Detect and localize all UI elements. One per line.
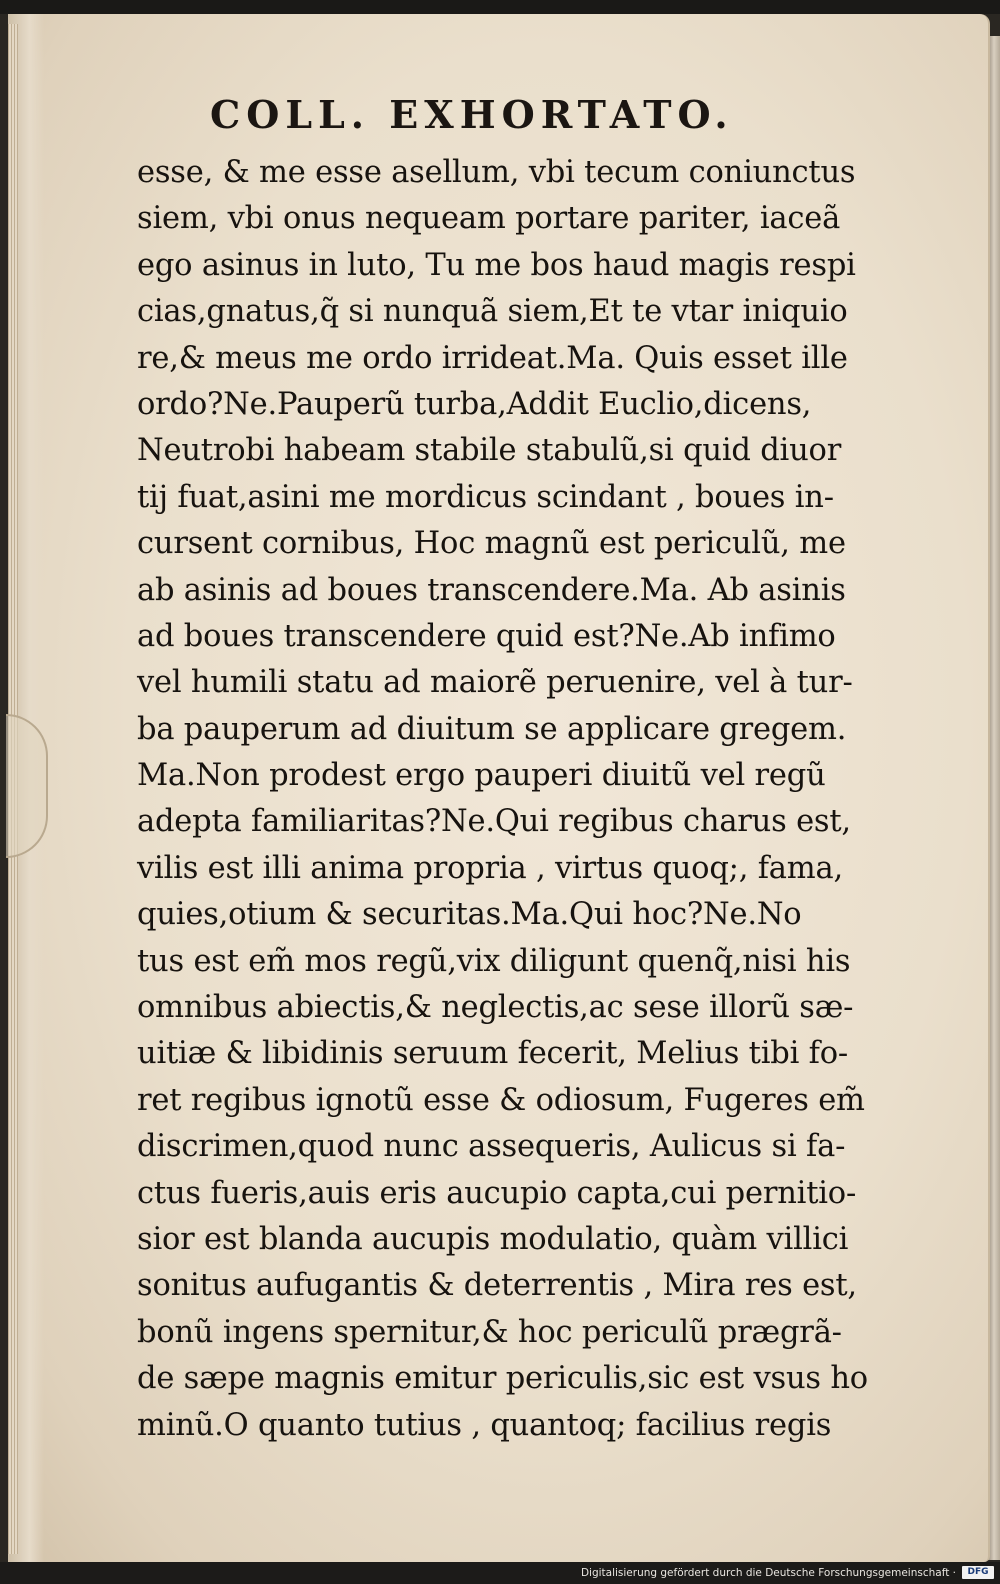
digitization-credit: Digitalisierung gefördert durch die Deutsche Forschungsgemeinschaft · — [580, 1567, 956, 1579]
running-title: COLL. EXHORTATO. — [210, 92, 734, 137]
text-line: ctus fueris,auis eris aucupio capta,cui pernitio- — [137, 1175, 857, 1211]
text-line: quies,otium & securitas.Ma.Qui hoc?Ne.No — [137, 897, 802, 933]
text-line: omnibus abiectis,& neglectis,ac sese illorũ sæ- — [137, 990, 854, 1026]
text-line: tus est em̃ mos regũ,vix diligunt quenq̃,nisi his — [137, 943, 851, 979]
text-line: tij fuat,asini me mordicus scindant , boues in- — [137, 479, 834, 515]
dfg-logo: DFG — [962, 1566, 994, 1579]
text-line: ba pauperum ad diuitum se applicare gregem. — [137, 711, 847, 747]
text-line: vilis est illi anima propria , virtus quoq;, fama, — [137, 850, 843, 886]
text-line: re,& meus me ordo irrideat.Ma. Quis esset ille — [137, 340, 848, 376]
page-tab-mark — [6, 714, 48, 858]
text-line: Ma.Non prodest ergo pauperi diuitũ vel regũ — [137, 758, 826, 794]
text-line: esse, & me esse asellum, vbi tecum coniunctus — [137, 155, 856, 190]
text-line: de sæpe magnis emitur periculis,sic est vsus ho — [137, 1361, 868, 1397]
text-line: siem, vbi onus nequeam portare pariter, iaceã — [137, 201, 841, 237]
text-line: ret regibus ignotũ esse & odiosum, Fugeres em̃ — [137, 1082, 865, 1118]
text-line: sior est blanda aucupis modulatio, quàm villici — [137, 1221, 849, 1257]
text-line: uitiæ & libidinis seruum fecerit, Melius tibi fo- — [137, 1036, 848, 1072]
text-line: discrimen,quod nunc assequeris, Aulicus si fa- — [137, 1129, 846, 1165]
text-line: vel humili statu ad maiorẽ peruenire, vel à tur- — [137, 665, 853, 701]
text-line: cursent cornibus, Hoc magnũ est periculũ, me — [137, 526, 846, 562]
text-line: Neutrobi habeam stabile stabulũ,si quid diuor — [137, 433, 842, 469]
body-text — [137, 150, 937, 1449]
text-line: ad boues transcendere quid est?Ne.Ab infimo — [137, 618, 836, 654]
text-line: ego asinus in luto, Tu me bos haud magis respi — [137, 247, 856, 283]
text-line: sonitus aufugantis & deterrentis , Mira res est, — [137, 1268, 857, 1304]
text-line: minũ.O quanto tutius , quantoq; facilius regis — [137, 1407, 832, 1443]
text-line: ordo?Ne.Pauperũ turba,Addit Euclio,dicens, — [137, 386, 812, 422]
text-line: cias,gnatus,q̃ si nunquã siem,Et te vtar iniquio — [137, 294, 848, 330]
text-line: adepta familiaritas?Ne.Qui regibus charus est, — [137, 804, 851, 840]
text-line: ab asinis ad boues transcendere.Ma. Ab asinis — [137, 572, 846, 608]
text-line: bonũ ingens spernitur,& hoc periculũ prægrã- — [137, 1314, 842, 1350]
scan-top-border — [0, 0, 1000, 14]
